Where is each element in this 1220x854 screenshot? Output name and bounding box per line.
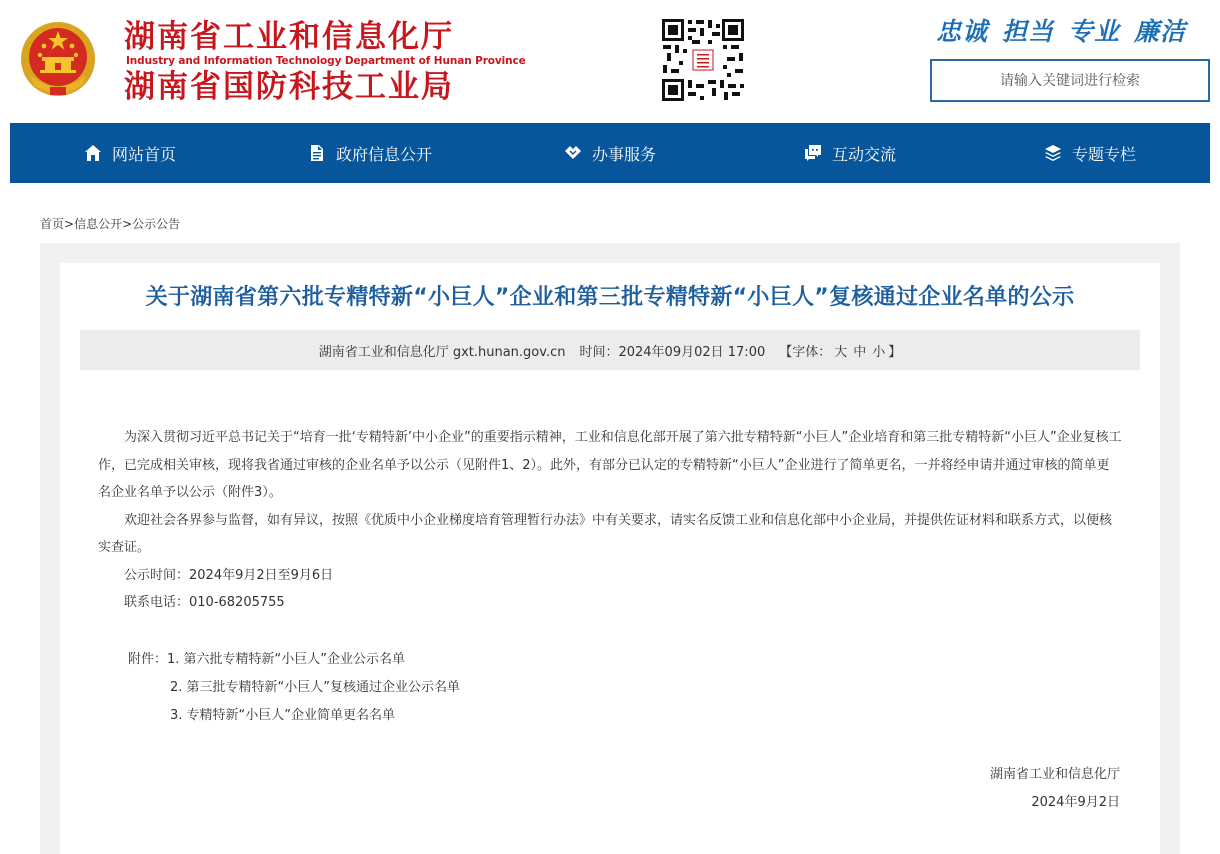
nav-item-interaction[interactable] [730,123,970,183]
attachment-link-2[interactable]: 2. 第三批专精特新“小巨人”复核通过企业公示名单 [170,680,461,695]
search-box [930,59,1210,102]
search-input[interactable] [932,61,1208,100]
document-icon [308,144,326,162]
nav-label: 办事服务 [591,144,656,164]
breadcrumb-sep: > [64,217,75,231]
main-nav [10,123,1210,183]
breadcrumb [40,215,180,232]
article-source: 湖南省工业和信息化厅 gxt.hunan.gov.cn [318,344,566,360]
article-paragraph: 欢迎社会各界参与监督，如有异议，按照《优质中小企业梯度培育管理暂行办法》中有关要求，请实名反馈工业和信息化部中小企业局，并提供佐证材料和联系方式，以便核实查证。 [98,512,1113,555]
nav-label: 互动交流 [831,144,896,164]
handshake-icon [564,144,582,162]
breadcrumb-home[interactable]: 首页 [40,217,65,231]
layers-icon [1044,144,1062,162]
article-meta [80,330,1140,370]
site-name-cn-secondary[interactable]: 湖南省国防科技工业局 [124,69,454,105]
attachment-link-3[interactable]: 3. 专精特新“小巨人”企业简单更名名单 [170,708,396,723]
site-name-cn[interactable]: 湖南省工业和信息化厅 [124,19,454,55]
attachment-row [170,674,460,702]
breadcrumb-notices[interactable]: 公示公告 [132,217,181,231]
font-size-suffix: 】 [888,344,902,360]
notice-period: 公示时间：2024年9月2日至9月6日 [124,567,334,583]
breadcrumb-info[interactable]: 信息公开 [74,217,123,231]
slogan-word: 廉洁 [1134,17,1187,46]
attachments-label: 附件： [128,652,168,667]
font-size-large-button[interactable]: 大 [834,344,848,360]
slogan [936,14,1210,50]
nav-label: 专题专栏 [1071,144,1136,164]
article-title: 关于湖南省第六批专精特新“小巨人”企业和第三批专精特新“小巨人”复核通过企业名单的公示 [145,285,1075,310]
font-size-prefix: 【字体： [779,344,832,360]
site-header [0,0,1220,123]
slogan-word: 担当 [1002,17,1055,46]
nav-item-topics[interactable] [970,123,1210,183]
qr-code-icon [661,18,745,102]
site-name-en: Industry and Information Technology Department of Hunan Province [126,55,526,67]
article-paragraph: 为深入贯彻习近平总书记关于“培育一批‘专精特新’中小企业”的重要指示精神，工业和信息化部开展了第六批专精特新“小巨人”企业培育和第三批专精特新“小巨人”企业复核工作，已完成相关审核，现将我省通过审核的企业名单予以公示（见附件1、2）。此外，有部分已认定的专精特新“小巨人”企业进行了简单更名，一并将经申请并通过审核的简单更名企业名单予以公示（附件3）。 [98,430,1122,500]
slogan-word: 专业 [1068,17,1121,46]
nav-item-home[interactable] [10,123,250,183]
attachment-row [170,702,395,730]
chat-icon [804,144,822,162]
article-body [98,424,1122,617]
breadcrumb-sep: > [122,217,133,231]
nav-label: 政府信息公开 [335,144,432,164]
nav-item-gov-info[interactable] [250,123,490,183]
contact-phone: 联系电话：010-68205755 [124,595,285,610]
nav-item-services[interactable] [490,123,730,183]
home-icon [84,144,102,162]
signature: 湖南省工业和信息化厅 [989,767,1120,782]
font-size-small-button[interactable]: 小 [872,344,886,360]
font-size-medium-button[interactable]: 中 [853,344,867,360]
national-emblem-icon [20,19,96,99]
attachment-link-1[interactable]: 1. 第六批专精特新“小巨人”企业公示名单 [167,652,406,667]
signature-date: 2024年9月2日 [1031,795,1120,810]
nav-label: 网站首页 [111,144,176,164]
article-time: 时间：2024年09月02日 17:00 [579,344,766,360]
slogan-word: 忠诚 [936,17,989,46]
attachment-row [128,646,405,674]
